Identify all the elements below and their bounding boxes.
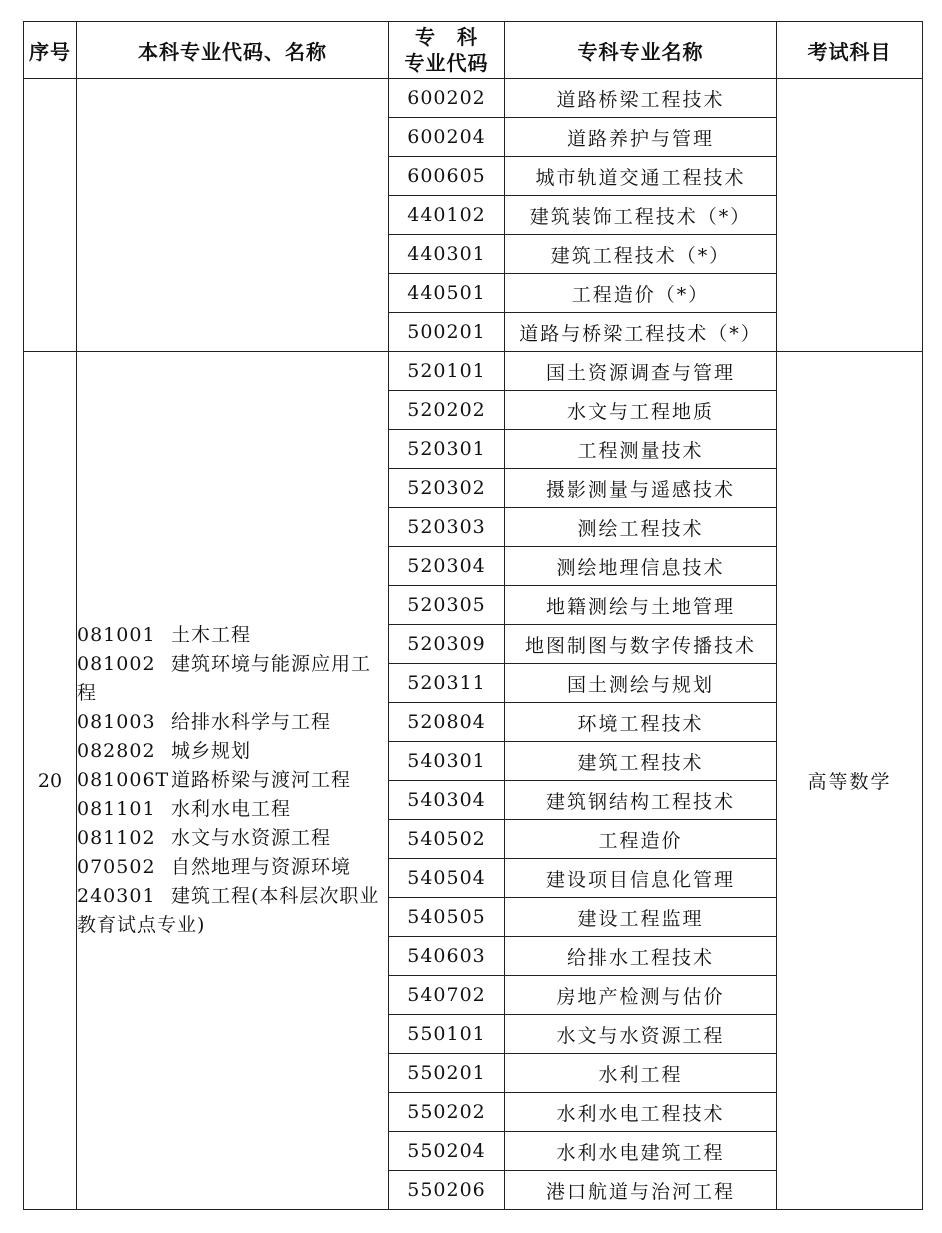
zhuanke-name: 建设项目信息化管理	[505, 859, 777, 898]
zhuanke-code: 520309	[389, 625, 505, 664]
zhuanke-code: 550206	[389, 1171, 505, 1210]
zhuanke-name: 港口航道与治河工程	[505, 1171, 777, 1210]
zhuanke-code: 540505	[389, 898, 505, 937]
zhuanke-code: 540702	[389, 976, 505, 1015]
bachelor-major-code: 081102	[77, 827, 156, 849]
zhuanke-code: 520101	[389, 352, 505, 391]
zhuanke-code: 520311	[389, 664, 505, 703]
bachelor-major-name: 建筑工程(本科层次职业教育试点专业)	[77, 885, 380, 936]
zhuanke-code: 550204	[389, 1132, 505, 1171]
zhuanke-code: 600605	[389, 157, 505, 196]
bachelor-major-item	[77, 650, 388, 708]
header-exam: 考试科目	[777, 22, 923, 79]
zhuanke-name: 摄影测量与遥感技术	[505, 469, 777, 508]
zhuanke-code: 520804	[389, 703, 505, 742]
zhuanke-code: 540301	[389, 742, 505, 781]
zhuanke-name: 道路与桥梁工程技术（*）	[505, 313, 777, 352]
bachelor-major-item	[77, 824, 388, 853]
zhuanke-code: 540504	[389, 859, 505, 898]
bachelor-major-item	[77, 795, 388, 824]
bachelor-major-code: 070502	[77, 856, 156, 878]
zhuanke-name: 水利水电工程技术	[505, 1093, 777, 1132]
bachelor-major-item	[77, 737, 388, 766]
zhuanke-name: 房地产检测与估价	[505, 976, 777, 1015]
bachelor-major-code: 081003	[77, 711, 156, 733]
zhuanke-name: 工程造价（*）	[505, 274, 777, 313]
zhuanke-code: 550201	[389, 1054, 505, 1093]
bachelor-major-item	[77, 708, 388, 737]
zhuanke-name: 给排水工程技术	[505, 937, 777, 976]
zhuanke-code: 600202	[389, 79, 505, 118]
bachelor-major-code: 081101	[77, 798, 156, 820]
seq-number: 20	[24, 352, 77, 1210]
bachelor-major-list	[77, 352, 389, 1210]
bachelor-major-item	[77, 853, 388, 882]
zhuanke-name: 水利工程	[505, 1054, 777, 1093]
zhuanke-name: 测绘工程技术	[505, 508, 777, 547]
zhuanke-name: 道路养护与管理	[505, 118, 777, 157]
zhuanke-code: 550101	[389, 1015, 505, 1054]
header-code-line2: 专业代码	[404, 51, 489, 75]
zhuanke-code: 540603	[389, 937, 505, 976]
zhuanke-code: 440102	[389, 196, 505, 235]
bachelor-major-item	[77, 621, 388, 650]
zhuanke-code: 500201	[389, 313, 505, 352]
zhuanke-code: 550202	[389, 1093, 505, 1132]
bachelor-major-code: 081002	[77, 653, 156, 675]
zhuanke-name: 城市轨道交通工程技术	[505, 157, 777, 196]
bachelor-major-name: 城乡规划	[171, 740, 252, 762]
header-code	[389, 22, 505, 79]
bachelor-major-code: 081001	[77, 624, 156, 646]
major-exam-table	[23, 21, 923, 1210]
zhuanke-code: 540304	[389, 781, 505, 820]
exam-cell-prev	[777, 79, 923, 352]
zhuanke-name: 测绘地理信息技术	[505, 547, 777, 586]
bachelor-major-item	[77, 882, 388, 940]
zhuanke-name: 建筑装饰工程技术（*）	[505, 196, 777, 235]
bachelor-major-name: 土木工程	[171, 624, 252, 646]
zhuanke-code: 540502	[389, 820, 505, 859]
bachelor-major-code: 081006T	[77, 769, 170, 791]
zhuanke-name: 道路桥梁工程技术	[505, 79, 777, 118]
table-row	[24, 79, 923, 118]
header-bachelor: 本科专业代码、名称	[77, 22, 389, 79]
zhuanke-code: 520202	[389, 391, 505, 430]
zhuanke-name: 建筑工程技术	[505, 742, 777, 781]
bachelor-major-name: 给排水科学与工程	[171, 711, 332, 733]
zhuanke-name: 工程测量技术	[505, 430, 777, 469]
zhuanke-name: 建筑钢结构工程技术	[505, 781, 777, 820]
zhuanke-code: 440501	[389, 274, 505, 313]
zhuanke-code: 520302	[389, 469, 505, 508]
zhuanke-name: 建设工程监理	[505, 898, 777, 937]
zhuanke-name: 水文与工程地质	[505, 391, 777, 430]
seq-cell-prev	[24, 79, 77, 352]
bachelor-major-code: 082802	[77, 740, 156, 762]
bachelor-major-item	[77, 766, 388, 795]
zhuanke-name: 环境工程技术	[505, 703, 777, 742]
bachelor-cell-prev	[77, 79, 389, 352]
table-row	[24, 352, 923, 391]
zhuanke-code: 600204	[389, 118, 505, 157]
zhuanke-name: 建筑工程技术（*）	[505, 235, 777, 274]
header-row	[24, 22, 923, 79]
zhuanke-code: 520301	[389, 430, 505, 469]
zhuanke-code: 520305	[389, 586, 505, 625]
bachelor-major-name: 水利水电工程	[171, 798, 292, 820]
zhuanke-code: 520303	[389, 508, 505, 547]
bachelor-major-name: 道路桥梁与渡河工程	[171, 769, 352, 791]
bachelor-major-code: 240301	[77, 885, 156, 907]
zhuanke-name: 水文与水资源工程	[505, 1015, 777, 1054]
zhuanke-name: 地图制图与数字传播技术	[505, 625, 777, 664]
header-code-line1: 专 科	[415, 25, 478, 49]
zhuanke-name: 国土资源调查与管理	[505, 352, 777, 391]
bachelor-major-name: 建筑环境与能源应用工程	[77, 653, 372, 704]
zhuanke-name: 工程造价	[505, 820, 777, 859]
zhuanke-code: 520304	[389, 547, 505, 586]
zhuanke-name: 国土测绘与规划	[505, 664, 777, 703]
exam-subject: 高等数学	[777, 352, 923, 1210]
header-name: 专科专业名称	[505, 22, 777, 79]
zhuanke-code: 440301	[389, 235, 505, 274]
header-seq: 序号	[24, 22, 77, 79]
bachelor-major-name: 自然地理与资源环境	[171, 856, 352, 878]
zhuanke-name: 水利水电建筑工程	[505, 1132, 777, 1171]
bachelor-major-name: 水文与水资源工程	[171, 827, 332, 849]
zhuanke-name: 地籍测绘与土地管理	[505, 586, 777, 625]
